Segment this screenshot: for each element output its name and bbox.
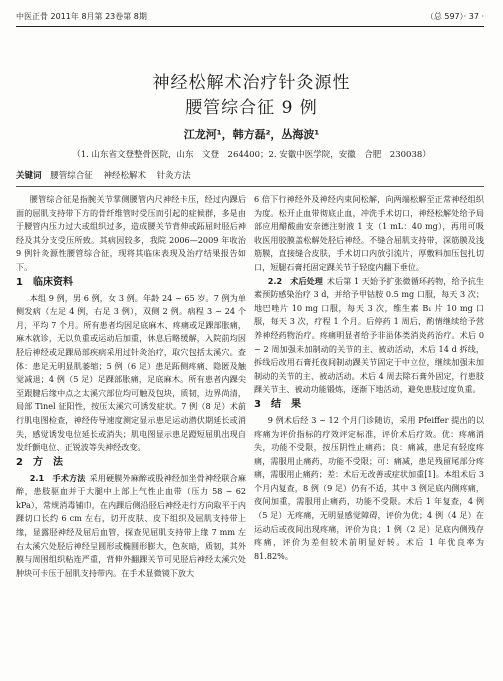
paragraph-text: 腰管综合征是指腕关节掌侧腰管内尺神经卡压，经过内踝后面的屈肌支持带下方的骨纤维管时受压而引起的症候群，多是由于腰管内压力过大或组织过多，造成腰关节背伸或跖屈时胫后神经及其分支受压所致。其病因较多，我院 2006—2009 年收治 9 例针灸源性腰管综合征，现将其临床表现及治疗结果报告如下。 xyxy=(16,194,246,272)
subsection-heading: 2.1 手术方法 xyxy=(29,472,86,483)
keywords-label: 关键词 xyxy=(16,171,42,181)
paragraph-text: 术后第 1 天始予扩张微循环药物，给予抗生素预防感染治疗 3 d，并给予甲钴胺 0.5 mg 口服，每天 3 次；地巴唑片 10 mg 口服，每天 3 次，维生素 B₁ 片 10 mg 口服，每天 3 次，疗程 1 个月。后停药 1 周后，酌情继续给予营养神经药物治疗。疼痛明显者给予非甾体类消炎药治疗。术后 0 ~ 2 周加强未加制动的关节的主、被动活动，术后 14 d 拆线，拆线后改用石膏托夜间制动踝关节固定于中立位，继续加强未加制动的关节的主、被动活动。术后 4 周去除石膏外固定，行患肢踝关节主、被动功能锻炼，逐渐下地活动，避免患肢过度负重。 xyxy=(254,275,484,395)
header-rule xyxy=(16,26,484,27)
paragraph-text: 本组 9 例，男 6 例，女 3 例。年龄 24 ~ 65 岁。7 例为单侧发病（左足 4 例，右足 3 例），双侧 2 例。病程 3 ~ 24 个月，平均 7 个月。所有患者均因足底麻木、疼痛或足踝部胀痛，麻木就诊，无以负重或运动后加重，休息后略缓解，入院前均因胫后神经或足踝局部疾病采用过针灸治疗，取穴包括太溪穴。查体：患足无明显肌萎缩；5 例（6 足）患足跖侧疼痛、隐匿及触觉减退；4 例（5 足）足踝部胀痛，足底麻木。所有患者内踝尖至跟腱后缘中点之太溪穴部位均可触及包块，质韧，边界尚清，局部 Tinel 征阳性，按压太溪穴可诱发症状。7 例（8 足）术前行肌电图检查，神经传导速度测定显示患足运动潜伏期延长或消失，感觉诱发电位延长或消失；肌电图显示患足蹬短屈肌出现自发纤颤电位、正锐波等失神经改变。 xyxy=(16,292,246,453)
paragraph-text: 9 例术后经 3 ~ 12 个月门诊随访，采用 Pfeiffer 提出的以疼痛为评价指标的疗效评定标准，评价术后疗效。优：疼痛消失，功能不受限，按压阴性止痛药；良：痛减，患足有轻度疼痛，需服用止痛药，功能不受限；可：痛减，患足残留尾部分疼痛，需服用止痛药；差：术后无改善或症状加重[1]。本组术后 3 个月内复查，8 例（9 足）仍有不适，其中 3 例足底内侧疼痛，夜间加重，需服用止痛药，功能不受限。术后 1 年复查，4 例（5 足）无疼痛，无明显感觉障碍，评价为优；4 例（4 足）在运动后或夜间出现疼痛，评价为良；1 例（2 足）足底内侧残存疼痛，评价为差但较术前明显好转。术后 1 年优良率为 81.82%。 xyxy=(254,414,484,561)
journal-info: 中医正骨 2011年 8月第 23卷第 8期 xyxy=(16,12,147,21)
keywords xyxy=(16,169,484,181)
authors: 江龙河¹，韩方磊²，丛海波¹ xyxy=(183,128,320,141)
body-paragraph xyxy=(254,275,484,397)
section-heading: 1 临床资料 xyxy=(16,276,73,288)
paragraph-text: 采用硬膜外麻醉或股神经加坐骨神经联合麻醉，患肢驱血并于大腿中上部上气性止血带（压力 58 ~ 62 kPa），常规消毒铺巾，在内踝后侧沿胫后神经走行方向取平于内踝切口长约 6 cm 左右，切开皮肤、皮下组织及屈肌支持带上缘，显露胫神经及屈后血管，探查见屈肌支持带上缘 7 mm 左右太溪穴处胫后神经呈圆形或椭圆形膨大，色灰暗，质韧，其外膜与周围组织粘连严重，背伸外翻踝关节可见胫后神经太溪穴处肿块可卡压于屈肌支持带内。在手术显微镜下放大 xyxy=(16,472,246,578)
body-paragraph xyxy=(254,193,484,275)
running-header xyxy=(16,10,484,24)
affiliation: （1. 山东省文登整骨医院，山东 文登 264400；2. 安徽中医学院，安徽 合肥 230038） xyxy=(72,150,431,160)
body-paragraph xyxy=(254,414,484,564)
subsection-heading: 2.2 术后处理 xyxy=(267,275,323,286)
article-title-line1: 神经松解术治疗针灸源性 xyxy=(152,73,351,93)
keyword: 针灸方法 xyxy=(156,171,191,181)
article-title-line2: 腰管综合征 9 例 xyxy=(185,98,318,118)
keyword: 腰管综合征 xyxy=(50,171,93,181)
right-column xyxy=(254,193,484,563)
page-number: （总 597）· 37 · xyxy=(425,12,484,21)
body-paragraph xyxy=(16,292,246,455)
left-column xyxy=(16,193,246,580)
keywords-rule xyxy=(16,186,484,187)
body-paragraph xyxy=(16,472,246,581)
keyword: 神经松解术 xyxy=(103,171,146,181)
section-heading: 3 结 果 xyxy=(254,398,301,410)
section-heading: 2 方 法 xyxy=(16,456,63,468)
body-paragraph xyxy=(16,193,246,275)
paragraph-text: 6 倍下行神经外及神经内束间松解，向两端松解至正常神经组织为度。松开止血带彻底止血，冲洗手术切口，神经松解处给予局部应用醋酸曲安奈德注射液 1 支（1 mL：40 mg），再用可吸收医用胶膜盖松解处胫后神经。不缝合屈肌支持带，深筋膜及浅筋膜，直接缝合皮肤，手术切口内放引流片，厚敷料加压包扎切口，短腿石膏托固定踝关节于轻度内翻下垂位。 xyxy=(254,194,484,272)
